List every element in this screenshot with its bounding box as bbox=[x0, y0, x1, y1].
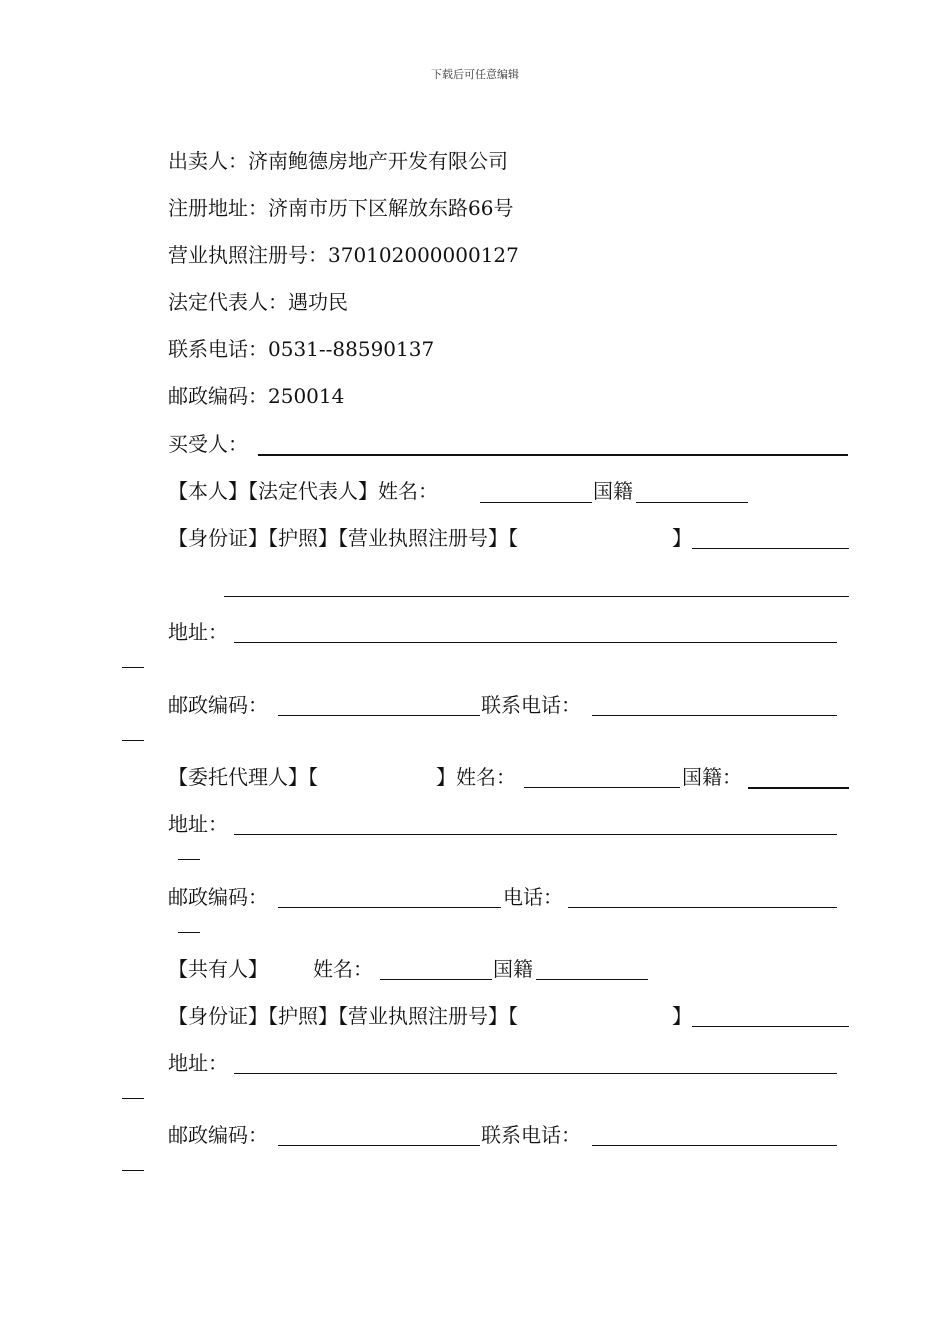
agent-postcode-label: 邮政编码： bbox=[168, 885, 268, 909]
buyer-person-name-field[interactable] bbox=[480, 502, 592, 503]
coowner-phone-field[interactable] bbox=[592, 1145, 837, 1146]
coowner-name-label: 姓名： bbox=[313, 957, 373, 981]
coowner-postcode-field[interactable] bbox=[278, 1145, 480, 1146]
coowner-name-field[interactable] bbox=[380, 979, 492, 980]
buyer-nationality-label: 国籍 bbox=[593, 479, 633, 503]
line-wrap-dash bbox=[122, 667, 144, 668]
buyer-address-label: 地址： bbox=[168, 620, 228, 644]
buyer-nationality-field[interactable] bbox=[636, 502, 748, 503]
coowner-doc-type-close: 】 bbox=[672, 1004, 692, 1028]
coowner-doc-type: 【身份证】【护照】【营业执照注册号】【 bbox=[168, 1004, 518, 1028]
buyer-phone-field[interactable] bbox=[592, 715, 837, 716]
page-header: 下载后可任意编辑 bbox=[431, 68, 519, 81]
coowner-nationality-label: 国籍 bbox=[493, 957, 533, 981]
line-wrap-dash bbox=[122, 740, 144, 741]
line-wrap-dash bbox=[178, 859, 200, 860]
agent-nationality-label: 国籍： bbox=[682, 765, 742, 789]
agent-phone-field[interactable] bbox=[568, 907, 837, 908]
buyer-postcode-field[interactable] bbox=[278, 715, 480, 716]
agent-name-label: 】姓名： bbox=[436, 765, 516, 789]
buyer-phone-label: 联系电话： bbox=[481, 693, 581, 717]
seller-name: 出卖人：济南鲍德房地产开发有限公司 bbox=[168, 149, 508, 173]
line-wrap-dash bbox=[178, 932, 200, 933]
line-wrap-dash bbox=[122, 1170, 144, 1171]
seller-address: 注册地址：济南市历下区解放东路66号 bbox=[168, 196, 514, 220]
buyer-doc-number-continuation[interactable] bbox=[224, 596, 849, 597]
line-wrap-dash bbox=[122, 1098, 144, 1099]
coowner-address-field[interactable] bbox=[234, 1073, 837, 1074]
coowner-nationality-field[interactable] bbox=[536, 979, 648, 980]
buyer-doc-type: 【身份证】【护照】【营业执照注册号】【 bbox=[168, 526, 518, 550]
agent-phone-label: 电话： bbox=[503, 885, 563, 909]
coowner-phone-label: 联系电话： bbox=[481, 1123, 581, 1147]
buyer-postcode-label: 邮政编码： bbox=[168, 693, 268, 717]
agent-postcode-field[interactable] bbox=[278, 907, 501, 908]
agent-nationality-field[interactable] bbox=[748, 787, 849, 789]
coowner-doc-number-field[interactable] bbox=[692, 1026, 849, 1027]
agent-address-label: 地址： bbox=[168, 812, 228, 836]
seller-license: 营业执照注册号：370102000000127 bbox=[168, 243, 519, 267]
agent-label: 【委托代理人】【 bbox=[168, 765, 318, 789]
seller-phone: 联系电话：0531--88590137 bbox=[168, 337, 435, 361]
buyer-doc-type-close: 】 bbox=[672, 526, 692, 550]
agent-address-field[interactable] bbox=[234, 834, 837, 835]
buyer-address-field[interactable] bbox=[234, 642, 837, 643]
buyer-doc-number-field[interactable] bbox=[692, 548, 849, 549]
seller-postcode: 邮政编码：250014 bbox=[168, 384, 345, 408]
buyer-label: 买受人： bbox=[168, 432, 248, 456]
seller-legal-rep: 法定代表人：遇功民 bbox=[168, 290, 348, 314]
buyer-id-line-prefix: 【本人】【法定代表人】姓名： bbox=[168, 479, 438, 503]
buyer-name-field[interactable] bbox=[258, 454, 848, 456]
coowner-postcode-label: 邮政编码： bbox=[168, 1123, 268, 1147]
coowner-address-label: 地址： bbox=[168, 1051, 228, 1075]
coowner-label: 【共有人】 bbox=[168, 957, 268, 981]
agent-name-field[interactable] bbox=[524, 787, 680, 788]
